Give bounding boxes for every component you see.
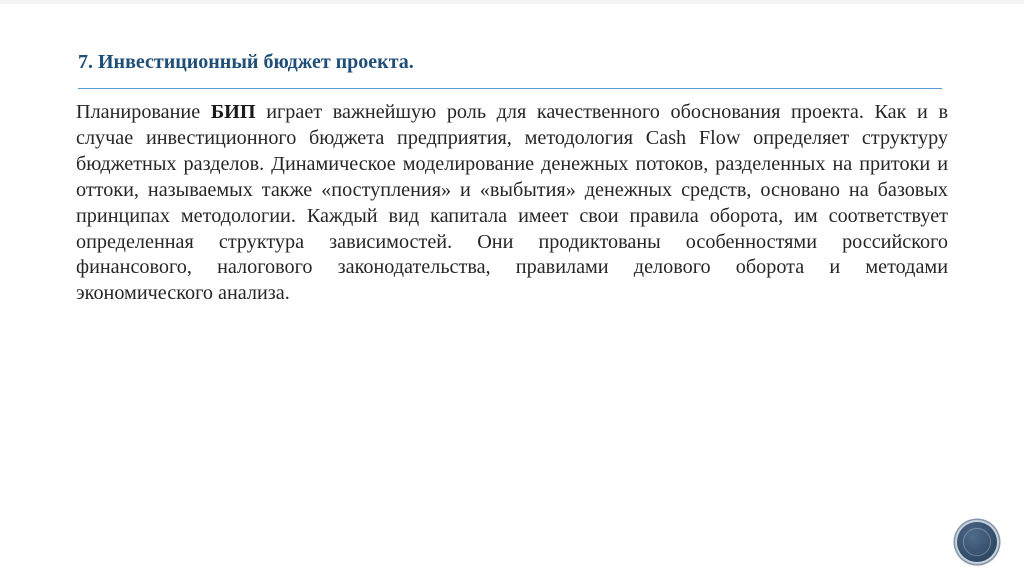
slide-body-paragraph [76, 100, 948, 307]
slide-top-edge [0, 0, 1024, 4]
title-divider [78, 88, 942, 89]
body-intro: Планирование [76, 101, 211, 123]
slide-title: 7. Инвестиционный бюджет проекта. [78, 51, 414, 73]
body-text: играет важнейшую роль для качественного обоснования проекта. Как и в случае инвестиционного бюджета предприятия, методология Cash Flow определяет структуру бюджетных разделов. Динамическое моделирование денежных потоков, разделенных на притоки и оттоки, называемых также «поступления» и «выбытия» денежных средств, основано на базовых принципах методологии. Каждый вид капитала имеет свои правила оборота, им соответствует определенная структура зависимостей. Они продиктованы особенностями российского финансового, налогового законодательства, правилами делового оборота и методами экономического анализа. [76, 101, 949, 305]
body-bold-term: БИП [210, 101, 256, 123]
nav-badge-ring-icon [963, 528, 991, 556]
slide-nav-button[interactable] [957, 522, 997, 562]
